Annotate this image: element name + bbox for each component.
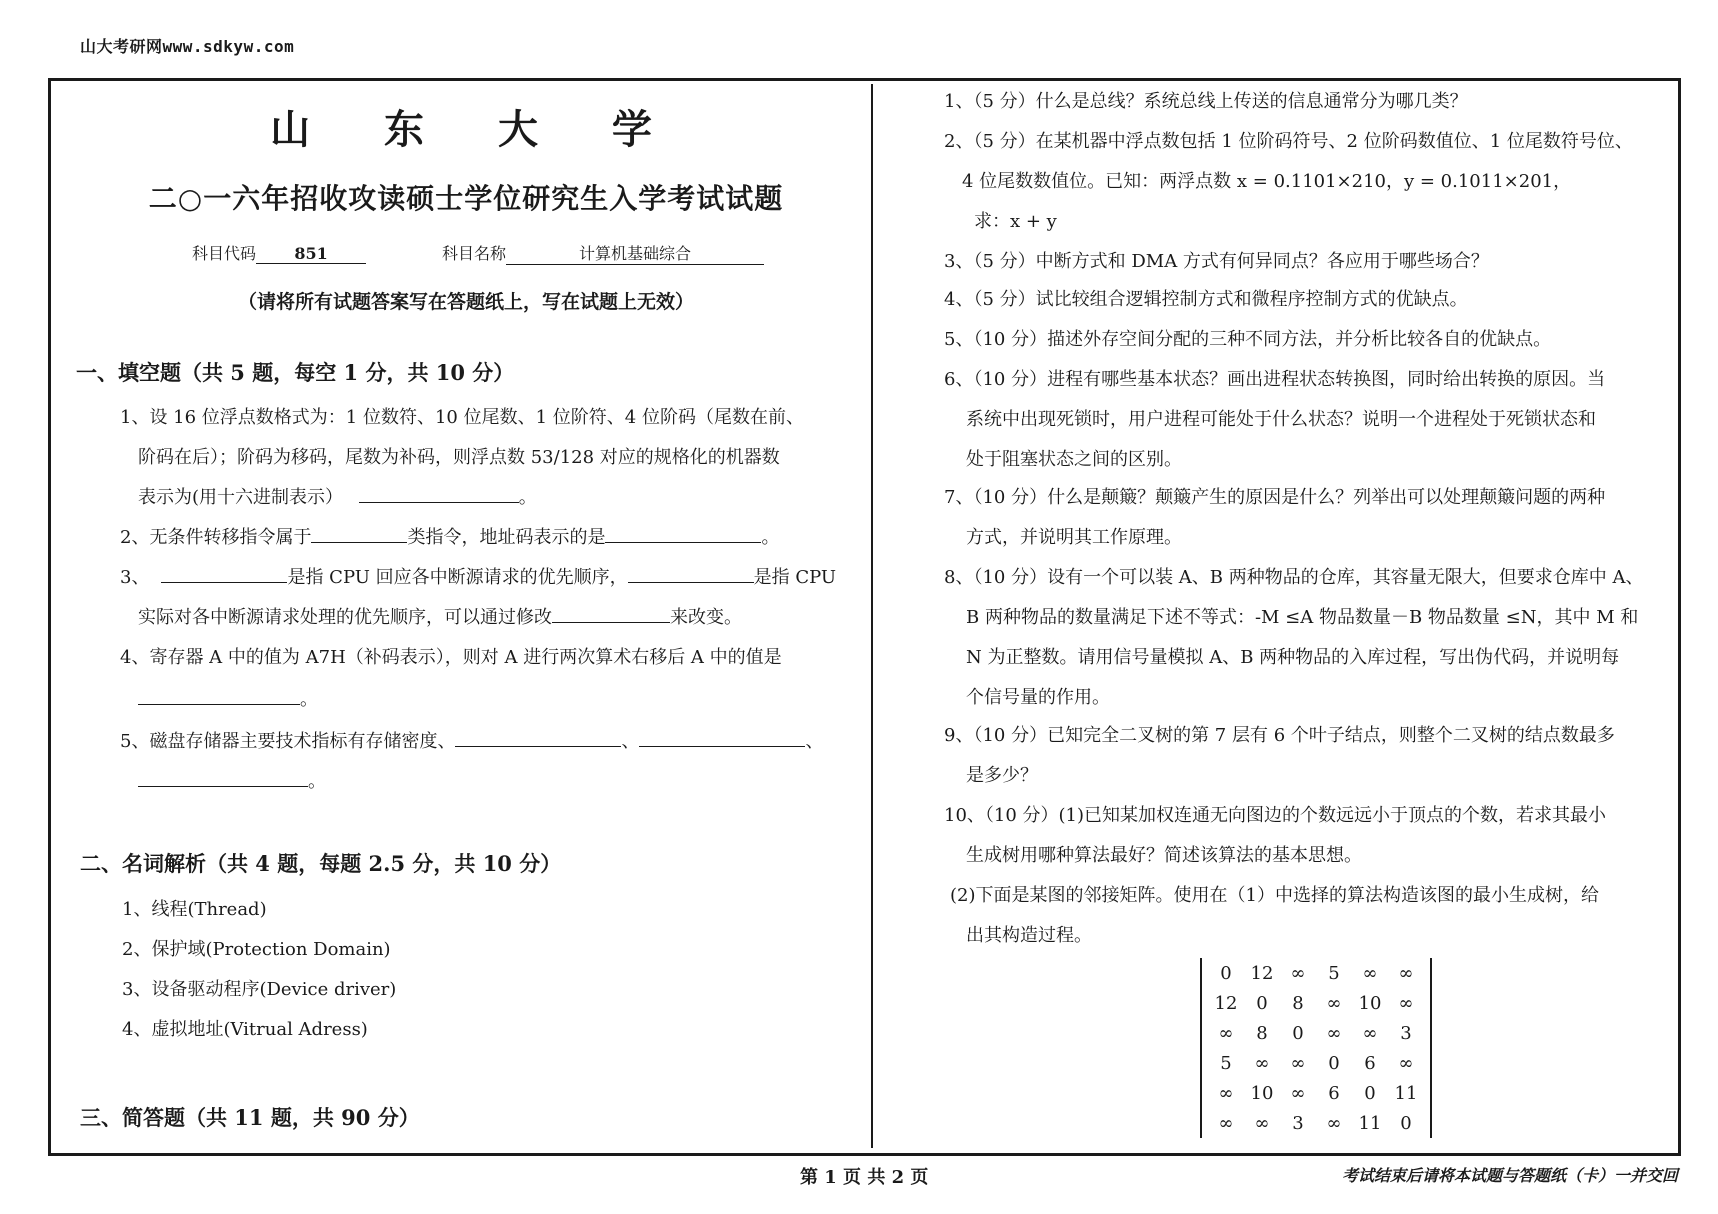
s1-q5-line2: 。 [138,762,326,802]
matrix-cell: 5 [1328,962,1340,984]
matrix-cell: ∞ [1398,992,1414,1014]
exam-notice: （请将所有试题答案写在答题纸上，写在试题上无效） [237,291,694,313]
s1-q2: 2、无条件转移指令属于 类指令，地址码表示的是 。 [120,518,779,558]
r-q6-line2: 系统中出现死锁时，用户进程可能处于什么状态？说明一个进程处于死锁状态和 [966,409,1596,430]
r-q8-line4: 个信号量的作用。 [966,687,1110,708]
answer-blank[interactable] [161,564,287,583]
matrix-cell: 0 [1328,1052,1340,1074]
matrix-row [1208,1078,1424,1108]
r-q4: 4、（5 分）试比较组合逻辑控制方式和微程序控制方式的优缺点。 [944,289,1468,310]
r-q9-line1: 9、（10 分）已知完全二叉树的第 7 层有 6 个叶子结点，则整个二叉树的结点数最多 [944,725,1615,746]
r-q5: 5、（10 分）描述外存空间分配的三种不同方法，并分析比较各自的优缺点。 [944,329,1552,350]
adjacency-matrix [1200,958,1432,1138]
answer-blank[interactable] [605,524,761,543]
university-title: 山 东 大 学 [270,106,682,153]
matrix-cell: 6 [1328,1082,1340,1104]
matrix-cell: 10 [1250,1082,1274,1104]
answer-blank[interactable] [138,768,308,787]
r-q8-line2: B 两种物品的数量满足下述不等式：-M ≤A 物品数量－B 物品数量 ≤N，其中 M 和 [966,607,1639,628]
s1-q1-line2: 阶码在后）；阶码为移码，尾数为补码，则浮点数 53/128 对应的规格化的机器数 [138,447,780,468]
left-column [76,92,856,314]
matrix-row [1208,1018,1424,1048]
matrix-row [1208,988,1424,1018]
subject-code: 851 [256,244,366,264]
matrix-row [1208,958,1424,988]
matrix-cell: ∞ [1398,962,1414,984]
answer-blank[interactable] [552,604,670,623]
matrix-cell: ∞ [1290,1082,1306,1104]
matrix-cell: 8 [1256,1022,1268,1044]
matrix-row [1208,1108,1424,1138]
matrix-cell: ∞ [1254,1112,1270,1134]
matrix-cell: 12 [1250,962,1274,984]
r-q6-line1: 6、（10 分）进程有哪些基本状态？画出进程状态转换图，同时给出转换的原因。当 [944,369,1606,390]
r-q2-line1: 2、（5 分）在某机器中浮点数包括 1 位阶码符号、2 位阶码数值位、1 位尾数符号位、 [944,131,1633,152]
r-q8-line3: N 为正整数。请用信号量模拟 A、B 两种物品的入库过程，写出伪代码，并说明每 [966,647,1620,668]
section2-title: 二、名词解析（共 4 题，每题 2.5 分，共 10 分） [80,851,562,876]
s1-q3-line2: 实际对各中断源请求处理的优先顺序，可以通过修改 来改变。 [138,598,742,638]
r-q10-line3: (2)下面是某图的邻接矩阵。使用在（1）中选择的算法构造该图的最小生成树，给 [950,885,1599,906]
s1-q1-line3: 表示为(用十六进制表示） 。 [138,478,537,518]
matrix-cell: ∞ [1326,992,1342,1014]
r-q10-line4: 出其构造过程。 [966,925,1092,946]
matrix-cell: 6 [1364,1052,1376,1074]
matrix-cell: ∞ [1218,1082,1234,1104]
answer-blank[interactable] [455,728,621,747]
r-q9-line2: 是多少？ [966,765,1038,786]
answer-blank[interactable] [628,564,754,583]
matrix-cell: 10 [1358,992,1382,1014]
page-number: 第 1 页 共 2 页 [800,1167,929,1188]
matrix-cell: 0 [1256,992,1268,1014]
s1-q3-line1: 3、 是指 CPU 回应各中断源请求的优先顺序， 是指 CPU [120,558,836,598]
column-divider [871,84,873,1148]
answer-blank[interactable] [138,686,300,705]
matrix-cell: 11 [1394,1082,1418,1104]
r-q2-line3: 求：x + y [974,211,1057,232]
matrix-cell: ∞ [1362,962,1378,984]
matrix-cell: 8 [1292,992,1304,1014]
matrix-cell: ∞ [1326,1112,1342,1134]
matrix-cell: ∞ [1398,1052,1414,1074]
matrix-cell: ∞ [1254,1052,1270,1074]
exam-title: 二○一六年招收攻读硕士学位研究生入学考试试题 [148,182,784,215]
r-q8-line1: 8、（10 分）设有一个可以装 A、B 两种物品的仓库，其容量无限大，但要求仓库中 A、 [944,567,1644,588]
matrix-cell: ∞ [1290,962,1306,984]
s1-q4-line1: 4、寄存器 A 中的值为 A7H（补码表示），则对 A 进行两次算术右移后 A 中的值是 [120,647,782,668]
matrix-cell: 0 [1292,1022,1304,1044]
matrix-cell: 11 [1358,1112,1382,1134]
footer-note: 考试结束后请将本试题与答题纸（卡）一并交回 [1341,1166,1678,1185]
matrix-cell: 3 [1400,1022,1412,1044]
s2-item: 1、线程(Thread) [122,899,267,920]
matrix-cell: ∞ [1290,1052,1306,1074]
section1-title: 一、填空题（共 5 题，每空 1 分，共 10 分） [76,360,515,385]
subject-name: 计算机基础综合 [506,241,764,265]
subject-code-label: 科目代码 [192,244,257,263]
s1-q1-line1: 1、设 16 位浮点数格式为：1 位数符、10 位尾数、1 位阶符、4 位阶码（尾数在前、 [120,407,804,428]
s1-q4-line2: 。 [138,680,318,720]
matrix-cell: 5 [1220,1052,1232,1074]
watermark: 山大考研网www.sdkyw.com [80,37,295,56]
r-q7-line2: 方式，并说明其工作原理。 [966,527,1182,548]
answer-blank[interactable] [359,484,519,503]
r-q1: 1、（5 分）什么是总线？系统总线上传送的信息通常分为哪几类？ [944,91,1468,112]
r-q2-line2: 4 位尾数数值位。已知：两浮点数 x = 0.1101×210，y = 0.1011×201， [962,171,1572,192]
s2-item: 2、保护域(Protection Domain) [122,939,391,960]
matrix-cell: ∞ [1326,1022,1342,1044]
answer-blank[interactable] [639,728,805,747]
answer-blank[interactable] [311,524,407,543]
r-q10-line1: 10、（10 分）(1)已知某加权连通无向图边的个数远远小于顶点的个数，若求其最小 [944,805,1607,826]
r-q6-line3: 处于阻塞状态之间的区别。 [966,449,1182,470]
matrix-row [1208,1048,1424,1078]
r-q7-line1: 7、（10 分）什么是颠簸？颠簸产生的原因是什么？列举出可以处理颠簸问题的两种 [944,487,1606,508]
subject-name-label: 科目名称 [442,244,507,263]
matrix-cell: ∞ [1218,1112,1234,1134]
r-q3: 3、（5 分）中断方式和 DMA 方式有何异同点？各应用于哪些场合？ [944,251,1489,272]
matrix-cell: 0 [1220,962,1232,984]
s2-item: 3、设备驱动程序(Device driver) [122,979,397,1000]
matrix-cell: 0 [1400,1112,1412,1134]
subject-info [76,241,856,265]
s2-item: 4、虚拟地址(Vitrual Adress) [122,1019,368,1040]
matrix-cell: 12 [1214,992,1238,1014]
section3-title: 三、简答题（共 11 题，共 90 分） [80,1105,420,1130]
matrix-cell: 0 [1364,1082,1376,1104]
s1-q5-line1: 5、磁盘存储器主要技术指标有存储密度、 、 、 [120,722,823,762]
matrix-cell: ∞ [1362,1022,1378,1044]
r-q10-line2: 生成树用哪种算法最好？简述该算法的基本思想。 [966,845,1362,866]
matrix-table [1208,958,1424,1138]
matrix-cell: 3 [1292,1112,1304,1134]
matrix-cell: ∞ [1218,1022,1234,1044]
